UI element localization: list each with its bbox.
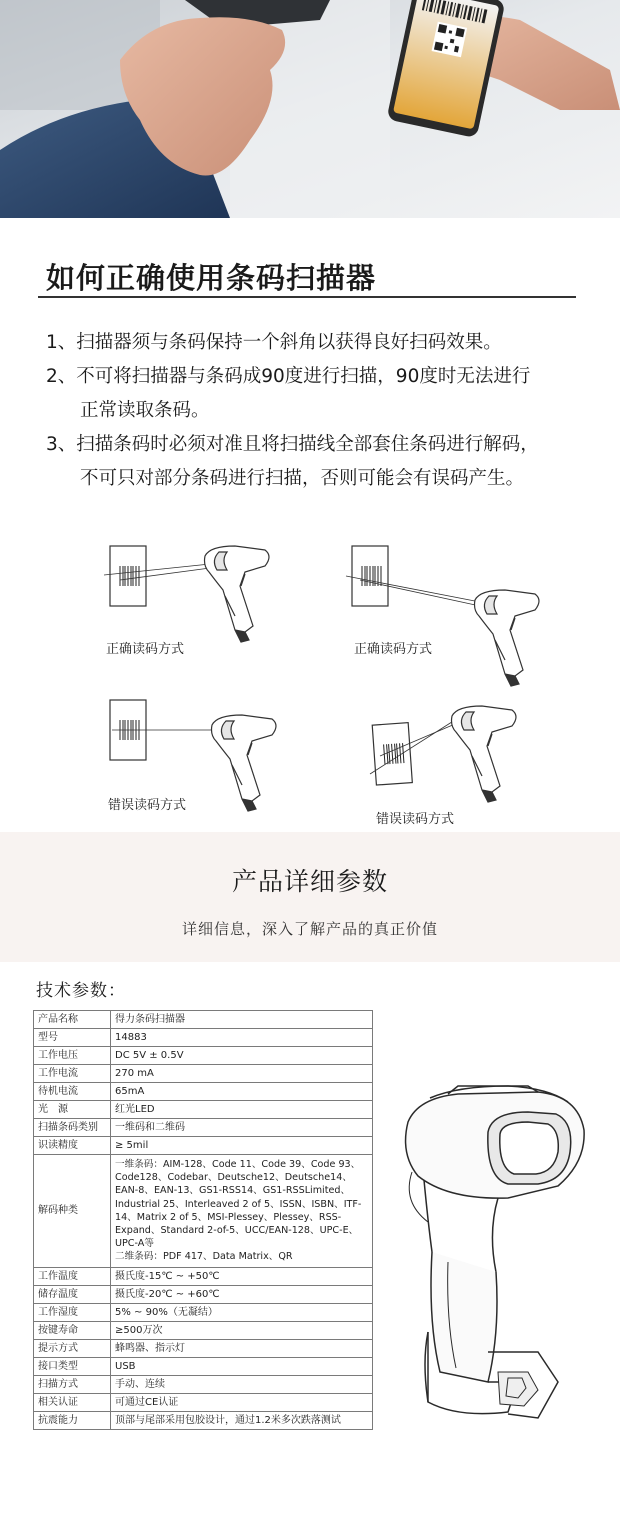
spec-key: 接口类型 (34, 1357, 111, 1375)
diagram-caption: 错误读码方式 (108, 798, 187, 813)
spec-value: 摄氏度-20℃ ~ +60℃ (111, 1285, 373, 1303)
scanning-diagram (0, 530, 620, 830)
table-row (34, 1267, 373, 1285)
spec-value: 可通过CE认证 (111, 1393, 373, 1411)
usage-step: 不可只对部分条码进行扫描，否则可能会有误码产生。 (80, 468, 525, 489)
spec-key: 解码种类 (34, 1155, 111, 1268)
spec-key: 扫描条码类别 (34, 1119, 111, 1137)
spec-value: DC 5V ± 0.5V (111, 1047, 373, 1065)
usage-step: 1、扫描器须与条码保持一个斜角以获得良好扫码效果。 (46, 332, 502, 353)
table-row (34, 1029, 373, 1047)
table-row (34, 1303, 373, 1321)
specs-title: 产品详细参数 (231, 867, 388, 896)
table-row (34, 1137, 373, 1155)
tech-title: 技术参数： (36, 981, 126, 1001)
table-row (34, 1047, 373, 1065)
scanner-product-drawing (388, 1082, 600, 1422)
table-row (34, 1393, 373, 1411)
table-row (34, 1375, 373, 1393)
spec-value: ≥500万次 (111, 1321, 373, 1339)
table-row (34, 1357, 373, 1375)
spec-value: ≥ 5mil (111, 1137, 373, 1155)
hero-photo-illustration (0, 0, 620, 218)
usage-steps (46, 326, 606, 496)
spec-key: 储存温度 (34, 1285, 111, 1303)
spec-value: 得力条码扫描器 (111, 1011, 373, 1029)
spec-value: 顶部与尾部采用包胶设计，通过1.2米多次跌落测试 (111, 1411, 373, 1429)
hero-photo (0, 0, 620, 218)
table-row (34, 1411, 373, 1429)
spec-key: 光 源 (34, 1101, 111, 1119)
table-row (34, 1339, 373, 1357)
diagram-caption: 正确读码方式 (354, 642, 433, 657)
spec-value: 一维码和二维码 (111, 1119, 373, 1137)
table-row (34, 1011, 373, 1029)
spec-key: 识读精度 (34, 1137, 111, 1155)
spec-key: 抗震能力 (34, 1411, 111, 1429)
table-row (34, 1065, 373, 1083)
spec-value: 蜂鸣器、指示灯 (111, 1339, 373, 1357)
diagram-caption: 错误读码方式 (376, 812, 455, 827)
spec-key: 待机电流 (34, 1083, 111, 1101)
table-row (34, 1101, 373, 1119)
table-row (34, 1321, 373, 1339)
spec-value: USB (111, 1357, 373, 1375)
specs-subtitle: 详细信息，深入了解产品的真正价值 (181, 920, 438, 938)
spec-key: 扫描方式 (34, 1375, 111, 1393)
spec-key: 提示方式 (34, 1339, 111, 1357)
spec-table (33, 1010, 373, 1430)
usage-title: 如何正确使用条码扫描器 (46, 261, 377, 295)
table-row (34, 1285, 373, 1303)
table-row (34, 1119, 373, 1137)
title-divider (38, 296, 576, 298)
spec-key: 工作电压 (34, 1047, 111, 1065)
spec-key: 按键寿命 (34, 1321, 111, 1339)
spec-value: 一维条码：AIM-128、Code 11、Code 39、Code 93、Code128、Codebar、Deutsche12、Deutsche14、EAN-8、EAN-13、GS1-RSS14、GS1-RSSLimited、Industrial 25、Interleaved 2 of 5、ISSN、ISBN、ITF-14、Matrix 2 of 5、MSI-Plessey、Plessey、RSS-Expand、Standard 2-of-5、UCC/EAN-128、UPC-E、UPC-A等 二维条码：PDF 417、Data Matrix、QR (111, 1155, 373, 1268)
table-row (34, 1083, 373, 1101)
spec-value: 5% ~ 90%（无凝结） (111, 1303, 373, 1321)
spec-value: 14883 (111, 1029, 373, 1047)
usage-step: 3、扫描条码时必须对准且将扫描线全部套住条码进行解码， (46, 434, 539, 455)
spec-value: 65mA (111, 1083, 373, 1101)
spec-key: 工作电流 (34, 1065, 111, 1083)
spec-key: 工作温度 (34, 1267, 111, 1285)
usage-step: 2、不可将扫描器与条码成90度进行扫描，90度时无法进行 (46, 366, 531, 387)
usage-step: 正常读取条码。 (80, 400, 210, 421)
scanning-diagram-drawing (0, 530, 620, 830)
spec-value: 手动、连续 (111, 1375, 373, 1393)
table-row (34, 1155, 373, 1268)
scanner-product-illustration (388, 1082, 600, 1422)
spec-key: 相关认证 (34, 1393, 111, 1411)
spec-key: 型号 (34, 1029, 111, 1047)
spec-key: 工作湿度 (34, 1303, 111, 1321)
spec-value: 270 mA (111, 1065, 373, 1083)
spec-value: 摄氏度-15℃ ~ +50℃ (111, 1267, 373, 1285)
spec-key: 产品名称 (34, 1011, 111, 1029)
diagram-caption: 正确读码方式 (106, 642, 185, 657)
spec-value: 红光LED (111, 1101, 373, 1119)
